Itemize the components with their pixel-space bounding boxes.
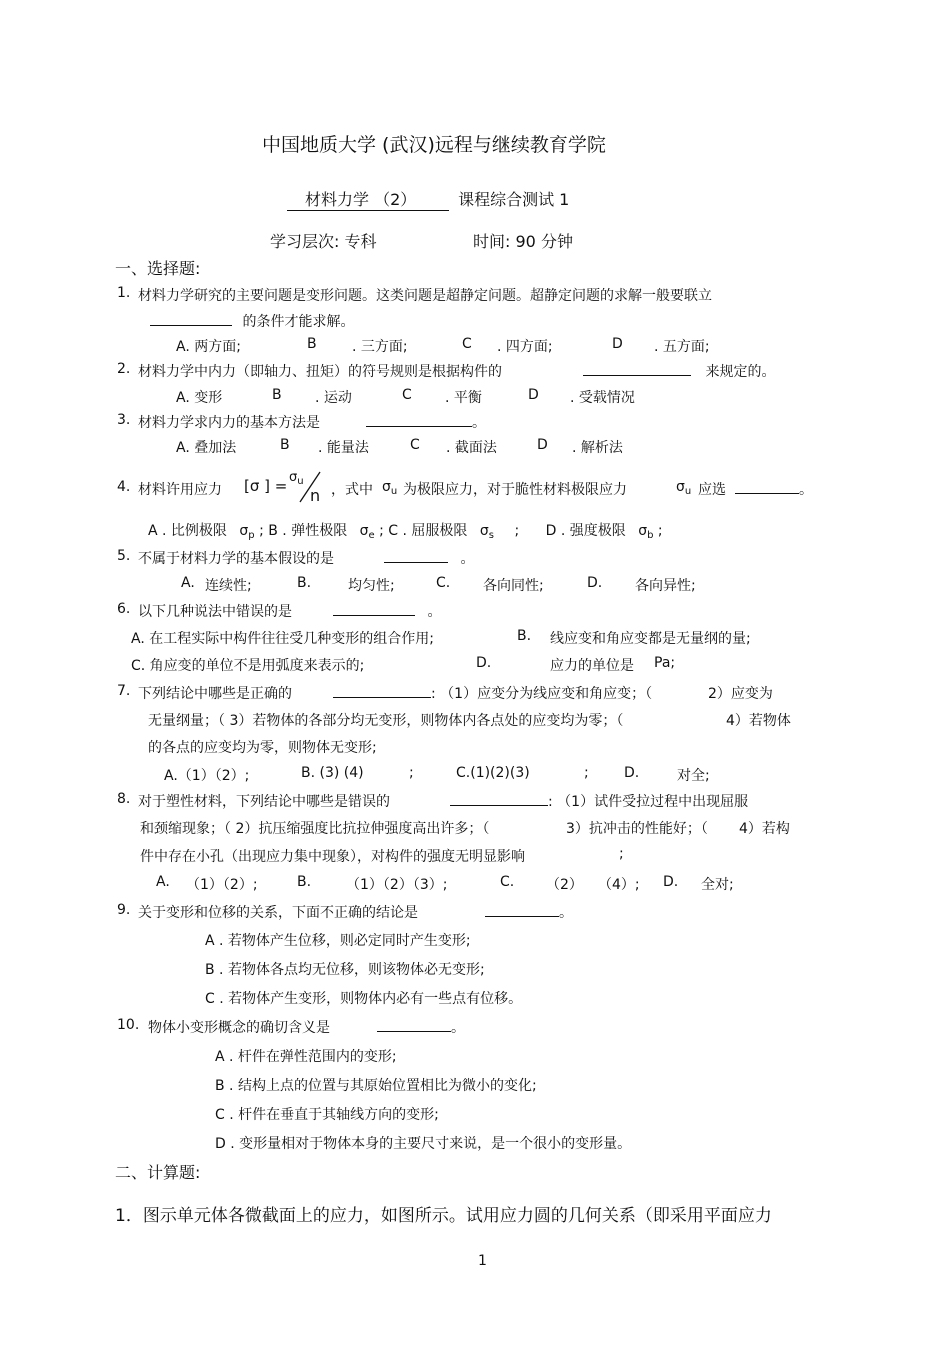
q2-text-end: 来规定的。: [705, 364, 776, 380]
q7-line3: 的各点的应变均为零，则物体无变形;: [148, 740, 377, 756]
q5-answer-blank[interactable]: [384, 548, 448, 563]
q4-sigma-p: $\sigma_p$: [239, 523, 255, 541]
q4-text-end: 。: [799, 482, 813, 498]
q3-opt-a: A. 叠加法: [176, 440, 237, 456]
q10-opt-a: A . 杆件在弹性范围内的变形;: [215, 1049, 397, 1065]
q8-opt-c-label: C.: [500, 874, 515, 890]
q7-opt-d-label: D.: [624, 765, 640, 781]
q5-opt-d-label: D.: [587, 575, 603, 591]
q10-num: 10.: [117, 1017, 140, 1033]
q4-formula: [244, 468, 328, 508]
q6-answer-blank[interactable]: [333, 601, 415, 616]
q9-num: 9.: [117, 902, 131, 918]
q2-opt-d-label: D: [528, 387, 539, 403]
q7-opt-c-end: ;: [584, 765, 589, 781]
q10-text: 物体小变形概念的确切含义是: [148, 1020, 330, 1036]
q3-opt-b-label: B: [280, 437, 290, 453]
q8-opt-b: （1）（2）（3）;: [346, 877, 448, 893]
q2-opt-c: . 平衡: [445, 390, 482, 406]
q6-num: 6.: [117, 601, 131, 617]
test-name: 课程综合测试 1: [458, 190, 570, 209]
q5-opt-d: 各向异性;: [635, 578, 696, 594]
q5-opt-b-label: B.: [297, 575, 312, 591]
q2-opt-b-label: B: [272, 387, 282, 403]
q7-line2: 无量纲量；（ 3）若物体的各部分均无变形，则物体内各点处的应变均为零；（: [148, 713, 624, 729]
q3-opt-c: . 截面法: [446, 440, 497, 456]
q8-answer-blank[interactable]: [450, 791, 548, 806]
q1-opt-c-label: C: [462, 336, 472, 352]
q8-line3-end: ;: [619, 846, 624, 862]
q7-line2-b: 4）若物体: [726, 713, 791, 729]
q1-opt-b: . 三方面;: [352, 339, 408, 355]
q1-num: 1.: [117, 285, 131, 301]
q3-opt-d-label: D: [537, 437, 548, 453]
q3-opt-b: . 能量法: [318, 440, 369, 456]
q10-opt-b: B . 结构上点的位置与其原始位置相比为微小的变化;: [215, 1078, 537, 1094]
q7-text: 下列结论中哪些是正确的: [138, 686, 292, 702]
q3-opt-c-label: C: [410, 437, 420, 453]
q4-opt-d-end: ;: [657, 523, 663, 539]
q1-opt-b-label: B: [307, 336, 317, 352]
q9-opt-c: C . 若物体产生变形，则物体内必有一些点有位移。: [205, 991, 523, 1007]
q6-blank-line: [333, 601, 441, 621]
q10-opt-d: D . 变形量相对于物体本身的主要尺寸来说，是一个很小的变形量。: [215, 1136, 632, 1152]
level-line: [270, 229, 377, 252]
q1-text: 材料力学研究的主要问题是变形问题。这类问题是超静定问题。超静定问题的求解一般要联立: [138, 288, 712, 304]
q10-opt-c: C . 杆件在垂直于其轴线方向的变形;: [215, 1107, 439, 1123]
q10-blank-line: [377, 1017, 465, 1037]
q2-opt-b: . 运动: [315, 390, 352, 406]
q5-opt-c-label: C.: [436, 575, 451, 591]
q3-num: 3.: [117, 412, 131, 428]
q2-num: 2.: [117, 361, 131, 377]
level-value: 专科: [344, 232, 377, 251]
course-name: 材料力学 （2）: [287, 187, 449, 211]
q2-opt-d: . 受载情况: [570, 390, 635, 406]
q9-blank-line: [485, 902, 573, 922]
level-label: 学习层次:: [270, 232, 340, 251]
q4-options: [148, 520, 663, 541]
q4-text: 材料许用应力: [138, 482, 222, 498]
q4-answer-blank[interactable]: [735, 479, 799, 494]
q8-text-b: : （1）试件受拉过程中出现屈服: [548, 794, 749, 810]
q8-opt-d: 全对;: [701, 877, 734, 893]
q1-answer-blank[interactable]: [150, 311, 232, 326]
q9-answer-blank[interactable]: [485, 902, 559, 917]
q3-opt-d: . 解析法: [572, 440, 623, 456]
q7-opt-b: B. (3) (4): [301, 765, 364, 781]
q5-blank-line: [384, 548, 474, 568]
q10-answer-blank[interactable]: [377, 1017, 451, 1032]
q2-blank-line: [583, 361, 775, 381]
q8-opt-c-2: （4）;: [598, 877, 640, 893]
q6-opt-d-label: D.: [476, 655, 492, 671]
q4-text-c: 为极限应力，对于脆性材料极限应力: [403, 482, 627, 498]
calc-q1: [115, 1201, 772, 1226]
q7-answer-blank[interactable]: [333, 683, 431, 698]
q6-opt-b: 线应变和角应变都是无量纲的量;: [550, 631, 751, 647]
q1-blank-line: [150, 311, 354, 331]
q5-opt-a-label: A.: [181, 575, 195, 591]
q7-opt-b-end: ;: [409, 765, 414, 781]
q5-opt-a: 连续性;: [205, 578, 252, 594]
q8-opt-d-label: D.: [663, 874, 679, 890]
q4-text-b: ，式中: [331, 482, 373, 498]
q6-opt-b-label: B.: [517, 628, 532, 644]
q3-blank-line: [366, 412, 486, 432]
page-number: 1: [478, 1253, 487, 1269]
q4-sigma-u: $\sigma_u$: [382, 479, 398, 497]
q4-opt-d: D . 强度极限: [545, 523, 626, 539]
q4-sigma-s: $\sigma_s$: [479, 523, 494, 541]
time-value: 90 分钟: [515, 232, 573, 251]
q4-opt-a: A . 比例极限: [148, 523, 227, 539]
q7-blank-line: [333, 683, 652, 703]
q9-text-end: 。: [559, 905, 573, 921]
q2-answer-blank[interactable]: [583, 361, 691, 376]
q6-text: 以下几种说法中错误的是: [138, 604, 292, 620]
q6-opt-c: C. 角应变的单位不是用弧度来表示的;: [131, 658, 365, 674]
q1-opt-d-label: D: [612, 336, 623, 352]
q9-opt-b: B . 若物体各点均无位移，则该物体必无变形;: [205, 962, 485, 978]
q8-num: 8.: [117, 791, 131, 807]
q7-num: 7.: [117, 683, 131, 699]
q8-opt-a-label: A.: [156, 874, 170, 890]
q4-opt-c: ; C . 屈服极限: [379, 523, 468, 539]
q5-opt-c: 各向同性;: [483, 578, 544, 594]
q4-blank-line: [735, 479, 813, 499]
time-label: 时间:: [473, 232, 511, 251]
q8-opt-c: （2）: [546, 877, 583, 893]
q5-opt-b: 均匀性;: [348, 578, 395, 594]
q6-opt-d: 应力的单位是: [550, 658, 634, 674]
q1-opt-c: . 四方面;: [497, 339, 553, 355]
school-title: 中国地质大学 (武汉)远程与继续教育学院: [262, 134, 606, 156]
q3-text-end: 。: [472, 415, 486, 431]
q1-opt-a: A. 两方面;: [176, 339, 241, 355]
q4-sigma-u-2: $\sigma_u$: [676, 479, 692, 497]
q8-line2-b: 3）抗冲击的性能好；（: [566, 821, 708, 837]
calc-q1-text: 图示单元体各微截面上的应力，如图所示。试用应力圆的几何关系（即采用平面应力: [142, 1206, 772, 1226]
q8-opt-a: （1）（2）;: [186, 877, 258, 893]
q8-blank-line: [450, 791, 748, 811]
q5-text-end: 。: [460, 551, 475, 567]
calc-q1-num: 1．: [115, 1206, 143, 1226]
q6-opt-a: A. 在工程实际中构件往往受几种变形的组合作用;: [131, 631, 434, 647]
q7-opt-a: A.（1）（2）;: [164, 768, 250, 784]
course-title: [287, 187, 569, 211]
q7-text-c: 2）应变为: [708, 686, 773, 702]
q8-line2: 和颈缩现象；（ 2）抗压缩强度比抗拉伸强度高出许多；（: [140, 821, 490, 837]
section-choice-heading: 一、选择题:: [115, 259, 201, 278]
time-line: [473, 229, 573, 252]
q7-opt-d: 对全;: [677, 768, 710, 784]
q4-opt-b: ; B . 弹性极限: [259, 523, 348, 539]
q7-text-b: : （1）应变分为线应变和角应变；（: [431, 686, 653, 702]
q1-text-end: 的条件才能求解。: [242, 314, 355, 330]
q3-text: 材料力学求内力的基本方法是: [138, 415, 320, 431]
q8-line2-c: 4）若构: [739, 821, 790, 837]
q10-text-end: 。: [451, 1020, 465, 1036]
section-calc-heading: 二、计算题:: [115, 1163, 201, 1182]
q4-num: 4.: [117, 479, 131, 495]
q8-opt-b-label: B.: [297, 874, 312, 890]
q1-opt-d: . 五方面;: [654, 339, 710, 355]
q5-num: 5.: [117, 548, 131, 564]
q4-formula-numerator: $\sigma_u$: [289, 470, 304, 487]
q9-text: 关于变形和位移的关系，下面不正确的结论是: [138, 905, 418, 921]
q8-text: 对于塑性材料，下列结论中哪些是错误的: [138, 794, 390, 810]
q8-line3: 件中存在小孔（出现应力集中现象），对构件的强度无明显影响: [140, 849, 525, 865]
q5-text: 不属于材料力学的基本假设的是: [138, 551, 334, 567]
q2-opt-a: A. 变形: [176, 390, 223, 406]
q2-opt-c-label: C: [402, 387, 412, 403]
q3-answer-blank[interactable]: [366, 412, 472, 427]
q4-opt-c-end: ;: [514, 523, 520, 539]
q2-text: 材料力学中内力（即轴力、扭矩）的符号规则是根据构件的: [138, 364, 502, 380]
q7-opt-c: C.(1)(2)(3): [456, 765, 530, 781]
q6-opt-d-unit: Pa;: [654, 655, 676, 671]
q4-sigma-b: $\sigma_b$: [638, 523, 654, 541]
q4-formula-lhs: [σ ] =: [244, 477, 288, 495]
q6-text-end: 。: [427, 604, 442, 620]
q4-formula-denominator: n: [310, 486, 321, 505]
q4-text-d: 应选: [698, 482, 726, 498]
q9-opt-a: A . 若物体产生位移，则必定同时产生变形;: [205, 933, 471, 949]
q4-sigma-e: $\sigma_e$: [359, 523, 375, 541]
